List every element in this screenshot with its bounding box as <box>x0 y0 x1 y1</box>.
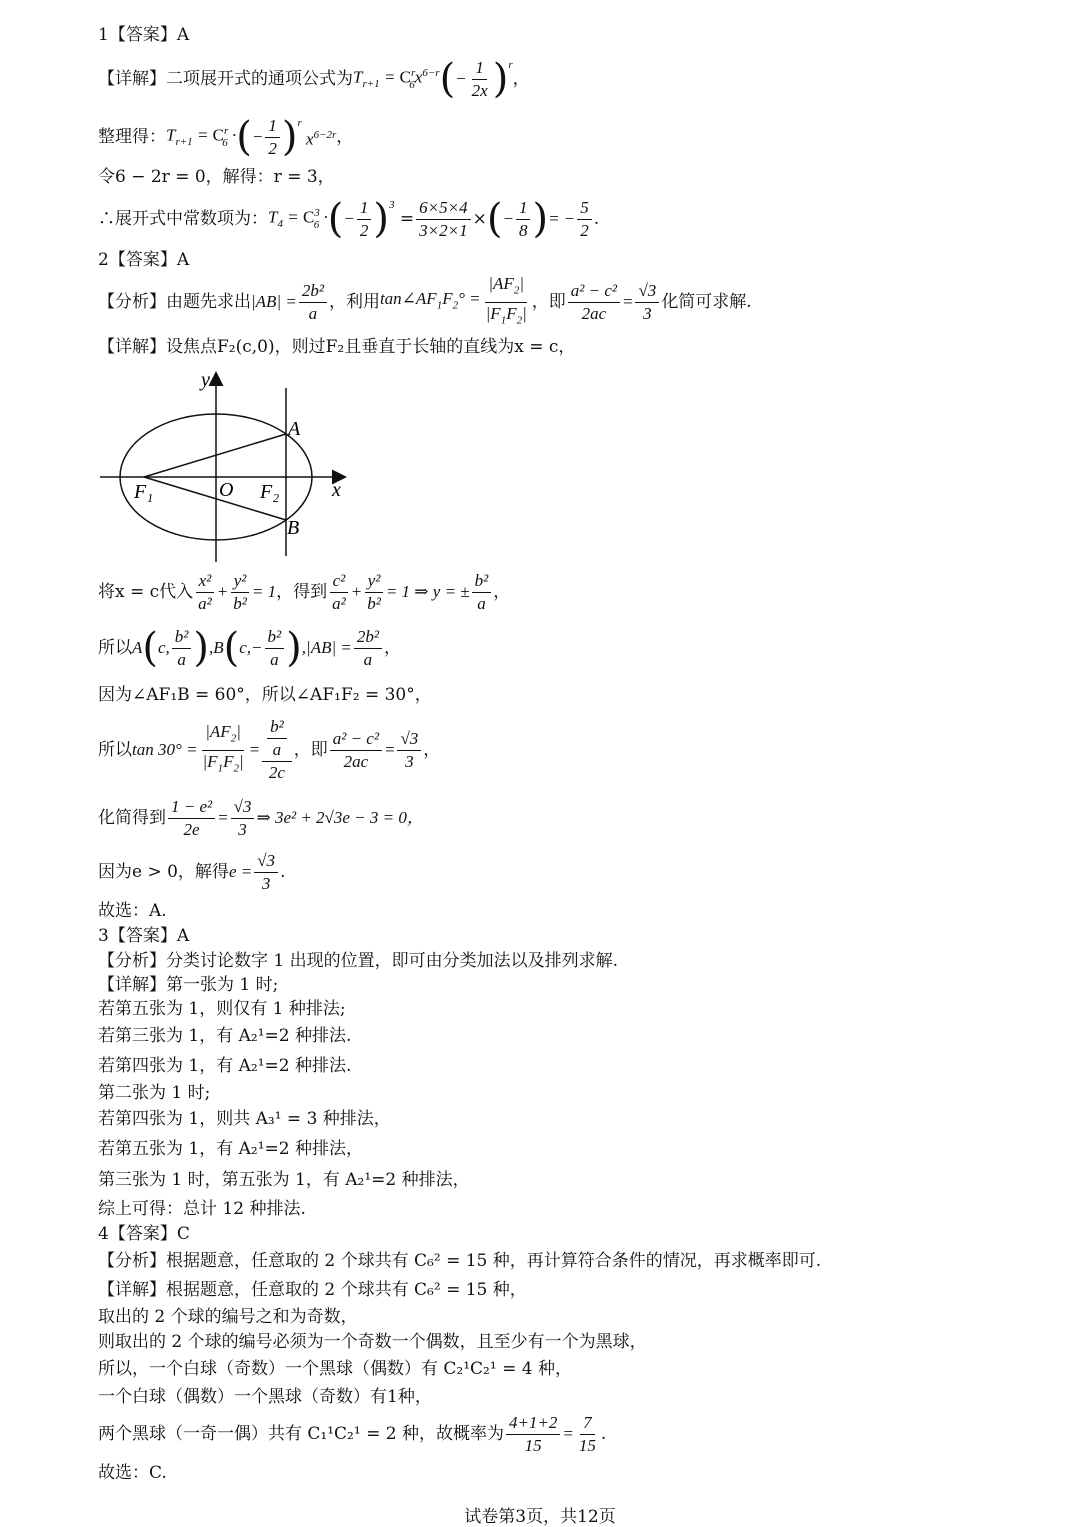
label-x: x <box>332 479 341 501</box>
page-footer: 试卷第3页，共12页 <box>464 1507 616 1527</box>
label-f2: F₂ <box>260 481 280 503</box>
label-a: A <box>288 418 301 440</box>
q4-line: 则取出的 2 个球的编号必须为一个奇数一个偶数，且至少有一个为黑球， <box>98 1332 647 1352</box>
q2-answer: 2【答案】A <box>98 250 190 270</box>
q3-line: 【详解】第一张为 1 时; <box>98 975 279 995</box>
q2-line7: 化简得到 $\frac{\text{1 − e²}}{2e}$ = $\frac{√3}{3}$ ⇒ 3e² + 2√3e − 3 = 0， <box>98 796 424 839</box>
q3-line: 若第四张为 1，有 A₂¹=2 种排法. <box>98 1056 352 1076</box>
q3-line: 若第三张为 1，有 A₂¹=2 种排法. <box>98 1026 352 1046</box>
q3-line: 【分析】分类讨论数字 1 出现的位置，即可由分类加法以及排列求解. <box>98 951 619 971</box>
label-y: y <box>201 369 210 391</box>
q4-line: 一个白球（偶数）一个黑球（奇数）有1种， <box>98 1387 432 1407</box>
ellipse-diagram <box>98 366 360 566</box>
q2-line8: 因为e > 0，解得 e = $\frac{√3}{3}$ . <box>98 850 286 893</box>
q3-line: 第三张为 1 时，第五张为 1，有 A₂¹=2 种排法， <box>98 1170 470 1190</box>
q2-line6: 所以 tan 30° = $\frac{|AF_2|}{|F_1F_2|}$ = $\frac{\frac{\text{b²}}{a}}{2c}$ ，即 $\frac{\text{a² − c²}}{2ac}$ = $\frac{√3}{3}$ ， <box>98 717 441 782</box>
label-b: B <box>287 517 300 539</box>
q1-answer: 1【答案】A <box>98 25 190 45</box>
q3-line: 若第五张为 1，则仅有 1 种排法; <box>98 999 346 1019</box>
q4-probability-line: 两个黑球（一奇一偶）共有 C₁¹C₂¹ = 2 种，故概率为 $\frac{4+1+2}{15}$ = $\frac{7}{15}$ . <box>98 1412 607 1455</box>
q3-line: 综上可得：总计 12 种排法. <box>98 1199 306 1219</box>
q4-line: 4【答案】C <box>98 1224 190 1244</box>
q3-line: 3【答案】A <box>98 926 190 946</box>
q2-line3: 将x = c代入 $\frac{\text{x²}}{\text{a²}}$ + $\frac{\text{y²}}{\text{b²}}$ = 1 ，得到 $\frac{\text{c²}}{\text{a²}}$ + $\frac{\text{y²}}{\text{b²}}$ = 1 ⇒ y = ± $\frac{\text{b²}}{a}$ ， <box>98 570 511 613</box>
q2-line4: 所以 A ( c, $\frac{\text{b²}}{a}$ ) ,B ( c,− $\frac{\text{b²}}{a}$ ) ,|AB| = $\frac{\text{2b²}}{a}$ ， <box>98 625 401 671</box>
q2-line2: 【详解】设焦点F₂(c,0)，则过F₂且垂直于长轴的直线为x = c， <box>98 337 576 357</box>
q1-line4: ∴展开式中常数项为： $T_4 = C^3_6$ · ( − $\frac{1}{2}$ ) $^3$ = $\frac{6\times 5\times 4}{3\times 2\times 1}$ × ( − $\frac{1}{8}$ ) = − $\frac{5}{2}$ . <box>98 196 600 242</box>
label-o: O <box>219 479 234 501</box>
q1-line1: 【详解】二项展开式的通项公式为 $T_{r+1} = C^r_6x^{6-r}$ ( − $\frac{1}{2x}$ ) $^r$ ， <box>98 56 530 102</box>
q1-line3: 令6 − 2r = 0，解得：r = 3， <box>98 167 335 187</box>
segment-f1-a <box>144 434 286 477</box>
q4-line: 【分析】根据题意，任意取的 2 个球共有 C₆² = 15 种，再计算符合条件的情况，再求概率即可. <box>98 1251 822 1271</box>
q2-line5: 因为∠AF₁B = 60°，所以∠AF₁F₂ = 30°， <box>98 685 432 705</box>
q1-line2: 整理得： $T_{r+1} = C^r_6$ · ( − $\frac{1}{2}$ ) $^r$ $x^{6-2r}$ ， <box>98 114 354 160</box>
label-f1: F₁ <box>134 481 154 503</box>
q3-line: 若第四张为 1，则共 A₃¹ = 3 种排法， <box>98 1109 391 1129</box>
q3-line: 第二张为 1 时; <box>98 1083 211 1103</box>
q4-line: 【详解】根据题意，任意取的 2 个球共有 C₆² = 15 种， <box>98 1280 527 1300</box>
q4-line: 所以，一个白球（奇数）一个黑球（偶数）有 C₂¹C₂¹ = 4 种， <box>98 1359 572 1379</box>
q4-end: 故选：C. <box>98 1463 167 1483</box>
q4-line: 取出的 2 个球的编号之和为奇数， <box>98 1307 358 1327</box>
q2-line1: 【分析】由题先求出 |AB| = $\frac{\text{2b²}}{a}$ ，利用 $\tan\angle AF_1F_2^\circ$ = $\frac{|AF_2|}{|F_1F_2|}$ ，即 $\frac{\text{a² − c²}}{2ac}$ = $\frac{√3}{3}$ 化简可求解. <box>98 274 752 326</box>
q3-line: 若第五张为 1，有 A₂¹=2 种排法， <box>98 1139 363 1159</box>
q2-line9: 故选：A. <box>98 901 167 921</box>
